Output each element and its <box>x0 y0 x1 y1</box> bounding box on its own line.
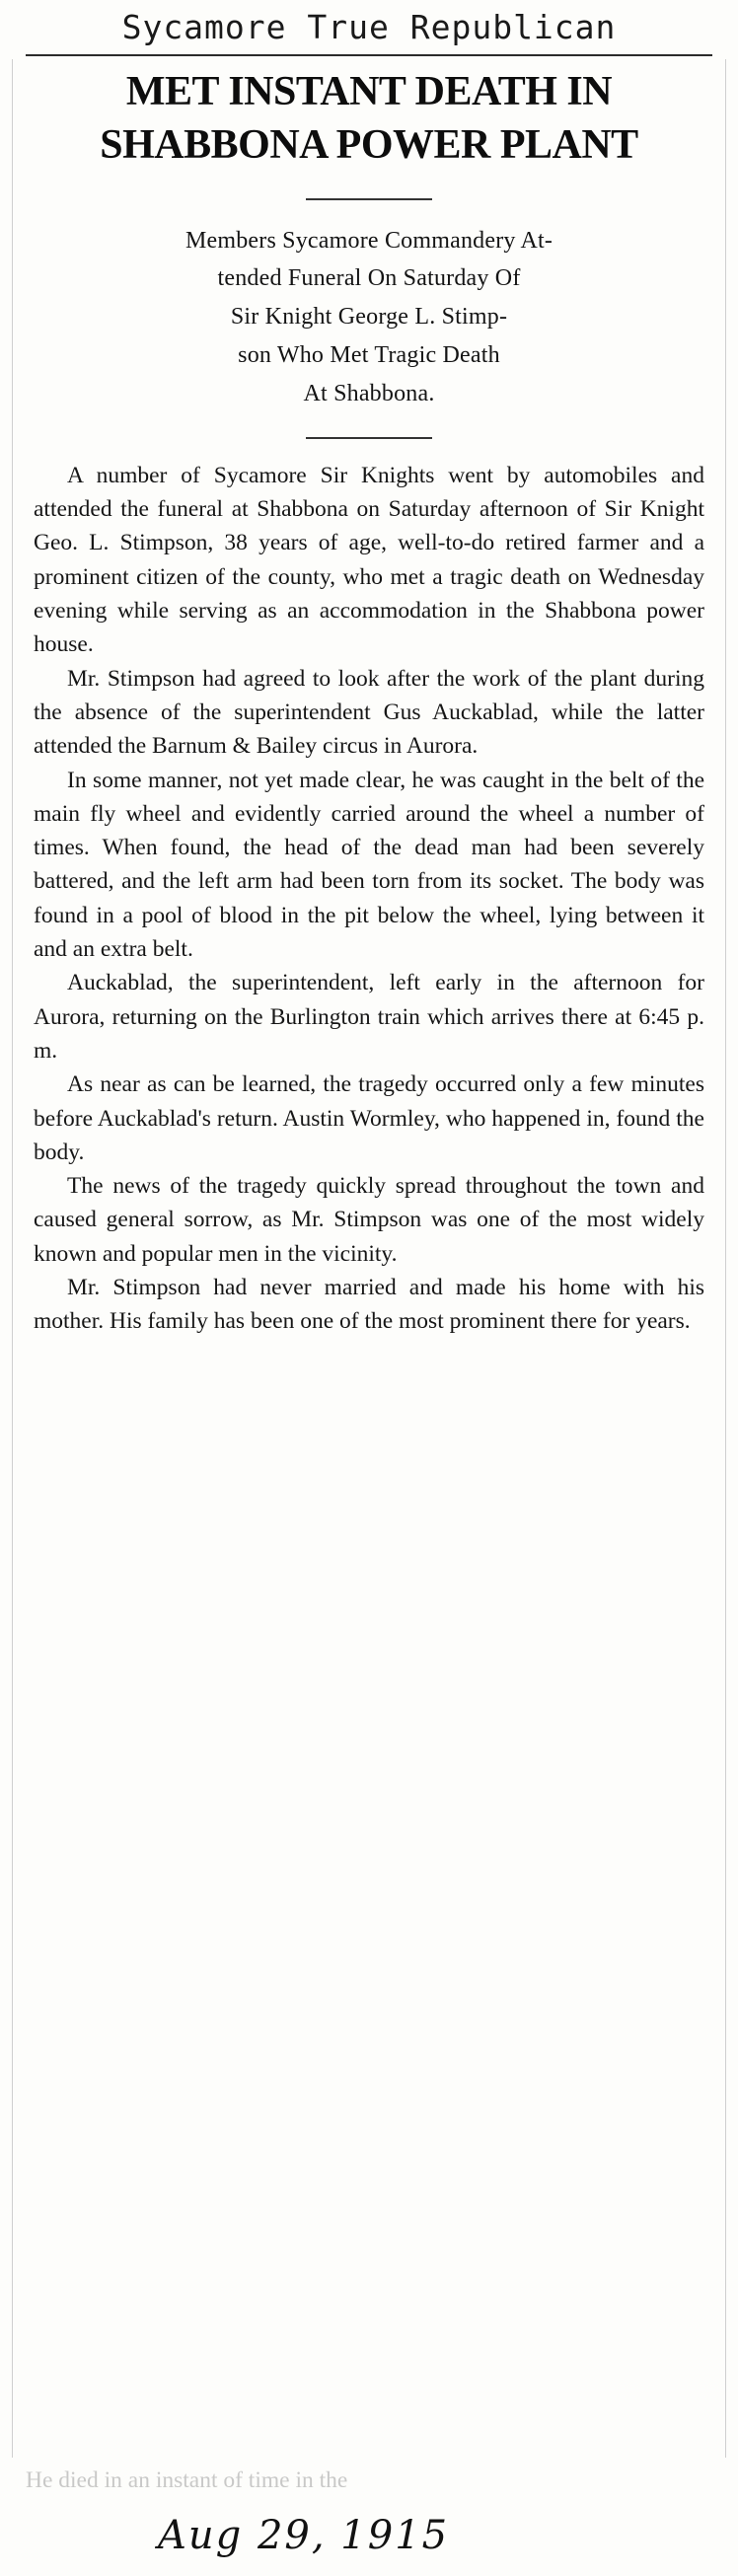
subheadline <box>26 222 712 413</box>
article-body <box>26 459 712 1339</box>
article-cut-off-line: He died in an instant of time in the <box>26 2467 348 2491</box>
article-paragraph: The news of the tragedy quickly spread throughout the town and caused general sorrow, as Mr. Stimpson was one of the most widely known and popular men in the vicinity. <box>34 1173 704 1267</box>
masthead-divider <box>26 54 712 56</box>
subheadline-line-4: son Who Met Tragic Death <box>238 342 500 369</box>
article-paragraph: A number of Sycamore Sir Knights went by automobiles and attended the funeral at Shabbona on Saturday afternoon of Sir Knight Geo. L. Stimpson, 38 years of age, well-to-do retired farmer and a prominent citizen of the county, who met a tragic death on Wednesday evening while serving as an accommodation in the Shabbona power house. <box>34 462 704 658</box>
article-paragraph: In some manner, not yet made clear, he was caught in the belt of the main fly wheel and evidently carried around the wheel a number of times. When found, the head of the dead man had been severely battered, and the left arm had been torn from its socket. The body was found in a pool of blood in the pit below the wheel, lying between it and an extra belt. <box>34 767 704 963</box>
masthead-title: Sycamore True Republican <box>121 8 617 46</box>
subheadline-line-3: Sir Knight George L. Stimp- <box>230 304 508 331</box>
article-paragraph: Mr. Stimpson had agreed to look after the work of the plant during the absence of the superintendent Gus Auckablad, while the latter attended the Barnum & Bailey circus in Aurora. <box>34 665 704 760</box>
handwritten-date-annotation: Aug 29, 1915 <box>158 2513 450 2558</box>
page-title <box>26 66 712 173</box>
article-paragraph: Mr. Stimpson had never married and made his home with his mother. His family has been one of the most prominent there for years. <box>34 1275 704 1335</box>
headline-line-2: SHABBONA POWER PLANT <box>100 121 638 168</box>
headline-divider <box>306 198 432 200</box>
column-rule-left <box>12 59 13 2458</box>
subheadline-line-2: tended Funeral On Saturday Of <box>217 265 521 292</box>
subheadline-line-1: Members Sycamore Commandery At- <box>184 227 554 254</box>
subheadline-divider <box>306 437 432 439</box>
headline-line-1: MET INSTANT DEATH IN <box>125 69 613 114</box>
subheadline-line-5: At Shabbona. <box>303 381 435 406</box>
column-rule-right <box>725 59 726 2458</box>
article-paragraph: As near as can be learned, the tragedy occurred only a few minutes before Auckablad's return. Austin Wormley, who happened in, found the body. <box>34 1071 704 1165</box>
article-paragraph: Auckablad, the superintendent, left early in the afternoon for Aurora, returning on the Burlington train which arrives there at 6:45 p. m. <box>34 970 704 1064</box>
